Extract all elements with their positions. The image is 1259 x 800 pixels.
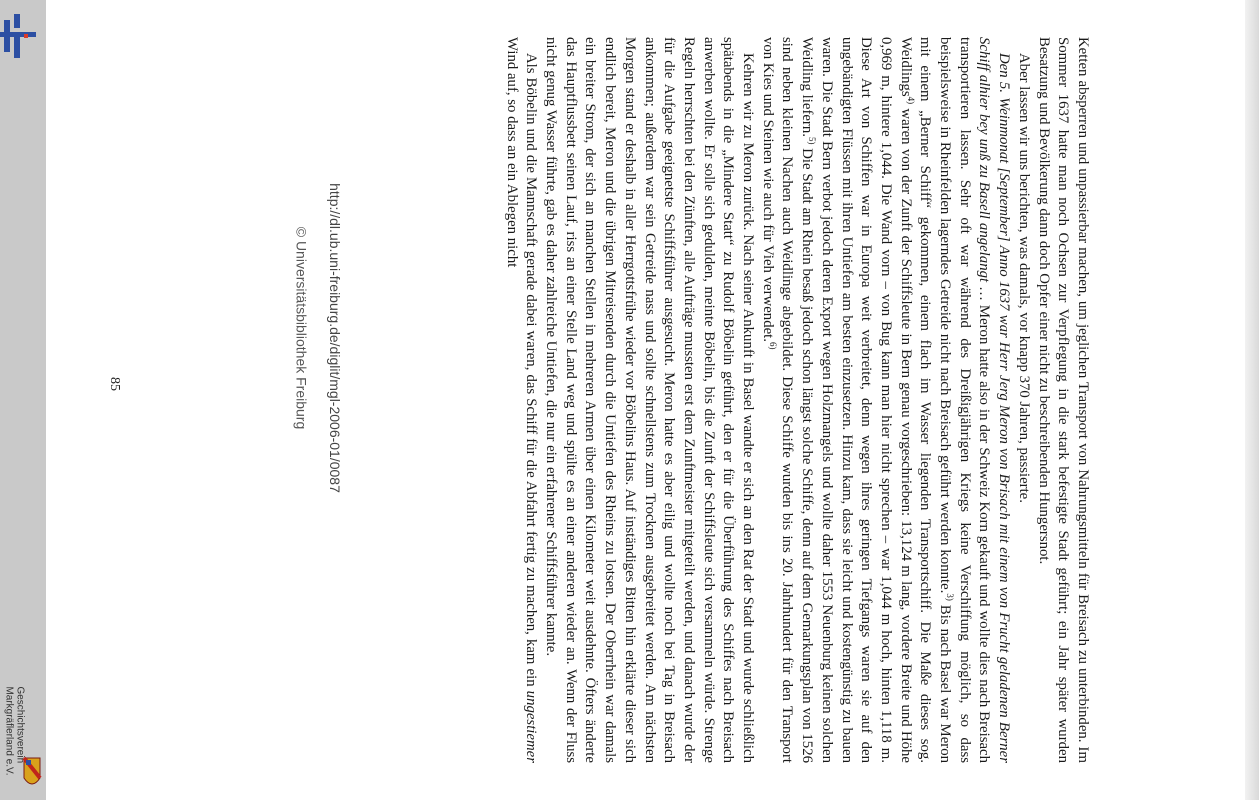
text-segment: Aber lassen wir uns berichten, was damals, vor knapp 370 Jahren, passierte. [1015,53,1032,503]
viewer-left-margin [0,0,46,800]
paragraph [1033,37,1092,763]
page-text [501,37,1092,763]
text-segment: waren von der Zunft der Schiffsleute in Bern genau vorgeschrieben: 13,124 m lang, vordere Breite und Höhe 0,969 m, hintere 1,044. Die Wand vorn – von Bug kann man hier nicht sprechen – war 1,044 m hoch, hinten 1,118 m. Diese Art von Schiffen war in Europa weit verbreitet, denn wegen ihres geringen Tiefgangs waren sie auf den ungebändigten Flüssen mit ihren Untiefen am besten einzusetzen. Hinzu kam, dass sie leicht und kostengünstig zu bauen waren. Die Stadt Bern verbot jedoch deren Export wegen Holzmangels und wollte daher 1553 Neuenburg keinen solchen Weidling liefern. [799,37,914,763]
text-segment: ungestiemer [523,690,540,763]
text-segment: Kehren wir zu Meron zurück. Nach seiner Ankunft in Basel wandte er sich an den Rat der Stadt und wurde schließlich spätabends in die „Mindere Statt“ zu Rudolf Böbelin geführt, den er für die Überführung des Schiffes nach Breisach anwerben wollte. Er solle sich gedulden, meinte Böbelin, bis die Zunft der Schiffsleute sich versammeln würde. Strenge Regeln herrschten bei den Zünften, alle Aufträge mussten erst dem Zunftmeister mitgeteilt werden, und danach wurde der für die Aufgabe geeignetste Schiffsführer ausgesucht. Meron hatte es aber eilig und wollte noch bei Tag in Breisach ankommen; außerdem war sein Getreide nass und sollte schnellstens zum Trocknen ausgebreitet werden. Am nächsten Morgen stand er deshalb in aller Herrgottsfrühe wieder vor Böbelins Haus. Auf inständiges Bitten hin erklärte dieser sich endlich bereit, Meron und die übrigen Mitreisenden durch die Untiefen des Rheins zu lotsen. Der Oberrhein war damals ein breiter Strom, der sich an manchen Stellen in mehreren Armen über einen Kilometer weit ausdehnte. Öfters änderte das Hauptflussbett seinen Lauf, riss an einer Stelle Land weg und spülte es an einer anderen wieder an. Wenn der Fluss nicht genug Wasser führte, gab es daher zahlreiche Untiefen, die nur ein erfahrener Schiffsführer kannte. [543,37,757,763]
page-number: 85 [107,377,122,391]
society-credit [4,686,26,775]
text-segment: Ketten absperren und unpassierbar machen, um jeglichen Transport von Nahrungsmitteln für Breisach zu unterbinden. Im Sommer 1637 hatte man noch Ochsen zur Verpflegung in die stark befestigte Stadt geführt; ein Jahr später wurden Besatzung und Bevölkerung dann doch Opfer einer nicht zu beschreibenden Hungersnot. [1035,37,1091,763]
document-url[interactable]: http://dl.ub.uni-freiburg.de/diglit/mgl-2006-01/0087 [326,183,343,493]
viewer-right-margin [1245,0,1259,800]
text-segment: Wind auf, so dass an ein Ablegen nicht [503,37,520,268]
book-page [90,15,1110,785]
paragraph [1013,37,1033,763]
text-segment: Den 5. Weinmonat [September] Anno 1637 war Herr Jerg Meron von Brisach mit einem von Frucht geladenen Berner Schiff alhier bey unß zu Basell angelangt [976,37,1013,763]
text-segment: … Meron hatte also in der Schweiz Korn gekauft und wollte dies nach Breisach transportieren lassen. Sehr oft war während des Dreißigjährigen Kriegs keine Verschiffung möglich, so dass beispielsweise in Rheinfelden lagerndes Getreide nicht nach Breisach geführt werden konnte. [937,37,993,763]
text-segment: Die Stadt am Rhein besaß jedoch schon längst solche Schiffe, denn auf dem Gemarkungsplan von 1526 sind neben kleinen Nachen auch Weidlinge abgebildet. Diese Schiffe wurden bis ins 20. Jahrhundert für den Transport von Kies und Steinen wie auch für Vieh verwendet. [759,37,816,764]
footnote-ref: 4) [905,96,916,105]
footnote-ref: 5) [807,136,818,145]
society-name-line2: Markgräflerland e.V. [3,686,15,776]
paragraph [501,37,540,763]
text-segment: Als Böbelin und die Mannschaft gerade dabei waren, das Schiff für die Abfahrt fertig zu machen, kam ein [523,53,540,691]
society-name-line1: Geschichtsverein [14,686,26,764]
text-segment: Bis nach Basel war Meron mit einem „Berner Schiff“ gekommen, einem flach im Wasser liegenden Transportschiff. Die Maße dieses sog. Weidlings [897,37,954,764]
footnote-ref: 3) [945,593,955,601]
paragraph [540,37,757,763]
footnote-ref: 6) [767,341,778,350]
ub-freiburg-logo-icon [0,14,36,58]
paragraph [757,37,1013,763]
copyright-notice: © Universitätsbibliothek Freiburg [293,226,310,430]
